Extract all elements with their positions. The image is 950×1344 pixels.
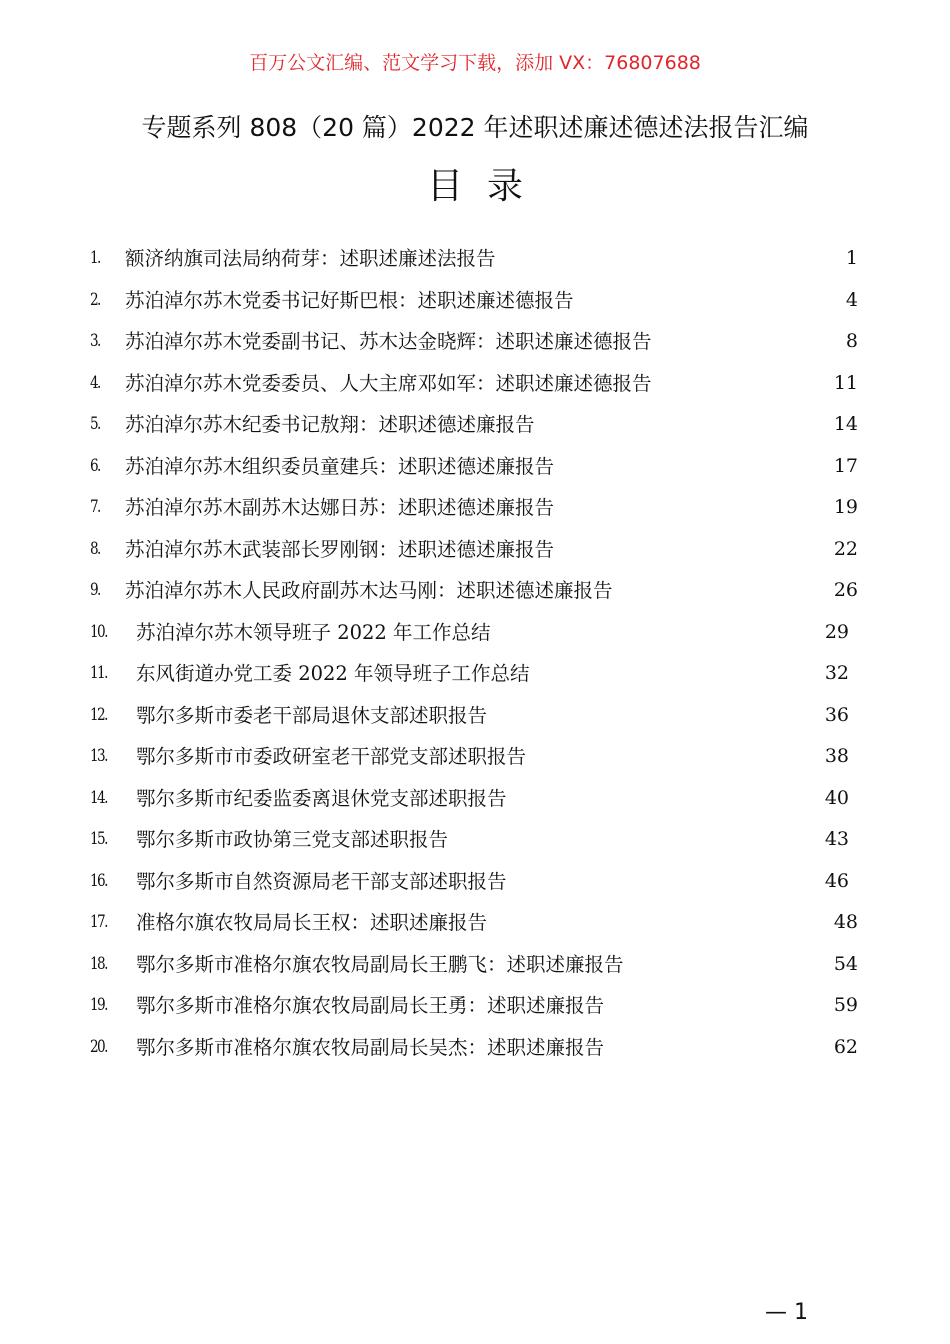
toc-entry-page: 32 (824, 662, 849, 684)
toc-entry[interactable] (0, 778, 950, 820)
toc-heading: 目录 (426, 166, 547, 207)
toc-entry-title: 鄂尔多斯市准格尔旗农牧局副局长王鹏飞：述职述廉报告 (136, 952, 624, 976)
toc-entry-number: 6. (90, 455, 100, 476)
toc-entry[interactable] (0, 363, 950, 405)
toc-entry[interactable] (0, 695, 950, 737)
toc-entry[interactable] (0, 529, 950, 571)
toc-entry-title: 额济纳旗司法局纳荷芽：述职述廉述法报告 (125, 247, 496, 270)
toc-entry-title: 东风街道办党工委 2022 年领导班子工作总结 (136, 662, 530, 685)
toc-entry[interactable] (0, 985, 950, 1027)
toc-entry-title: 苏泊淖尔苏木人民政府副苏木达马刚：述职述德述廉报告 (125, 579, 613, 602)
toc-entry-page: 19 (833, 496, 858, 518)
toc-entry-number: 16. (90, 870, 107, 891)
toc-entry-number: 13. (90, 746, 107, 766)
toc-entry-page: 22 (833, 537, 858, 560)
toc-entry-title: 鄂尔多斯市市委政研室老干部党支部述职报告 (136, 745, 527, 768)
toc-entry[interactable] (0, 861, 950, 903)
toc-entry-page: 38 (824, 745, 849, 767)
toc-entry-title: 苏泊淖尔苏木纪委书记敖翔：述职述德述廉报告 (125, 413, 535, 436)
toc-entry[interactable] (0, 280, 950, 322)
toc-entry[interactable] (0, 238, 950, 280)
toc-entry-number: 7. (90, 497, 100, 517)
toc-entry-title: 苏泊淖尔苏木副苏木达娜日苏：述职述德述廉报告 (125, 496, 555, 519)
toc-entry-title: 苏泊淖尔苏木武装部长罗刚钢：述职述德述廉报告 (125, 537, 555, 561)
toc-entry-number: 5. (90, 414, 100, 434)
page-number: — 1 (765, 1300, 808, 1325)
toc-entry[interactable] (0, 404, 950, 446)
toc-entry-number: 20. (90, 1036, 107, 1057)
toc-entry-title: 苏泊淖尔苏木党委副书记、苏木达金晓辉：述职述廉述德报告 (125, 330, 652, 353)
toc-entry-page: 36 (824, 703, 849, 726)
toc-entry[interactable] (0, 1027, 950, 1069)
toc-entry-title: 鄂尔多斯市委老干部局退休支部述职报告 (136, 703, 488, 727)
document-title: 专题系列 808（20 篇）2022 年述职述廉述德述法报告汇编 (141, 113, 809, 142)
toc-entry-title: 鄂尔多斯市准格尔旗农牧局副局长吴杰：述职述廉报告 (136, 1035, 605, 1059)
toc-entry-number: 1. (90, 248, 100, 268)
toc-entry-title: 鄂尔多斯市准格尔旗农牧局副局长王勇：述职述廉报告 (136, 994, 605, 1017)
toc-entry[interactable] (0, 487, 950, 529)
toc-entry[interactable] (0, 944, 950, 986)
toc-entry-title: 鄂尔多斯市纪委监委离退休党支部述职报告 (136, 786, 507, 810)
toc-entry[interactable] (0, 446, 950, 488)
toc-entry-number: 19. (90, 995, 107, 1015)
toc-entry-number: 18. (90, 953, 107, 974)
toc-entry-title: 苏泊淖尔苏木组织委员童建兵：述职述德述廉报告 (125, 454, 555, 478)
toc-entry-page: 14 (833, 413, 858, 435)
toc-entry-page: 26 (833, 579, 858, 601)
toc-entry-title: 苏泊淖尔苏木党委委员、人大主席邓如军：述职述廉述德报告 (125, 371, 652, 395)
toc-entry-title: 鄂尔多斯市政协第三党支部述职报告 (136, 828, 449, 851)
toc-entry-title: 苏泊淖尔苏木党委书记好斯巴根：述职述廉述德报告 (125, 288, 574, 312)
toc-entry-title: 准格尔旗农牧局局长王权：述职述廉报告 (136, 911, 488, 934)
toc-entry-number: 15. (90, 829, 107, 849)
toc-entry[interactable] (0, 653, 950, 695)
toc-entry[interactable] (0, 819, 950, 861)
toc-entry[interactable] (0, 736, 950, 778)
toc-entry-page: 29 (824, 620, 849, 643)
toc-entry-number: 17. (90, 912, 107, 932)
toc-entry-page: 17 (833, 454, 858, 477)
toc-entry[interactable] (0, 902, 950, 944)
toc-entry[interactable] (0, 321, 950, 363)
toc-entry-title: 苏泊淖尔苏木领导班子 2022 年工作总结 (136, 620, 491, 644)
toc-entry-number: 14. (90, 787, 107, 808)
toc-entry-number: 2. (90, 289, 100, 310)
toc-entry-page: 59 (833, 994, 858, 1016)
toc-entry[interactable] (0, 612, 950, 654)
toc-entry-number: 10. (90, 621, 107, 642)
table-of-contents (0, 238, 950, 1068)
toc-entry-page: 4 (845, 288, 858, 311)
toc-entry-page: 1 (845, 247, 858, 269)
toc-entry-number: 4. (90, 372, 100, 393)
toc-entry-number: 12. (90, 704, 107, 725)
toc-entry-page: 11 (833, 371, 858, 394)
toc-entry[interactable] (0, 570, 950, 612)
toc-entry-number: 3. (90, 331, 100, 351)
toc-entry-number: 9. (90, 580, 100, 600)
toc-entry-page: 40 (824, 786, 849, 809)
toc-entry-page: 43 (824, 828, 849, 850)
toc-entry-page: 62 (833, 1035, 858, 1058)
toc-entry-title: 鄂尔多斯市自然资源局老干部支部述职报告 (136, 869, 507, 893)
toc-entry-number: 8. (90, 538, 100, 559)
toc-entry-number: 11. (90, 663, 107, 683)
toc-entry-page: 46 (824, 869, 849, 892)
watermark-banner: 百万公文汇编、范文学习下载，添加 VX：76807688 (249, 52, 701, 74)
toc-entry-page: 48 (833, 911, 858, 933)
toc-entry-page: 54 (833, 952, 858, 975)
toc-entry-page: 8 (845, 330, 858, 352)
